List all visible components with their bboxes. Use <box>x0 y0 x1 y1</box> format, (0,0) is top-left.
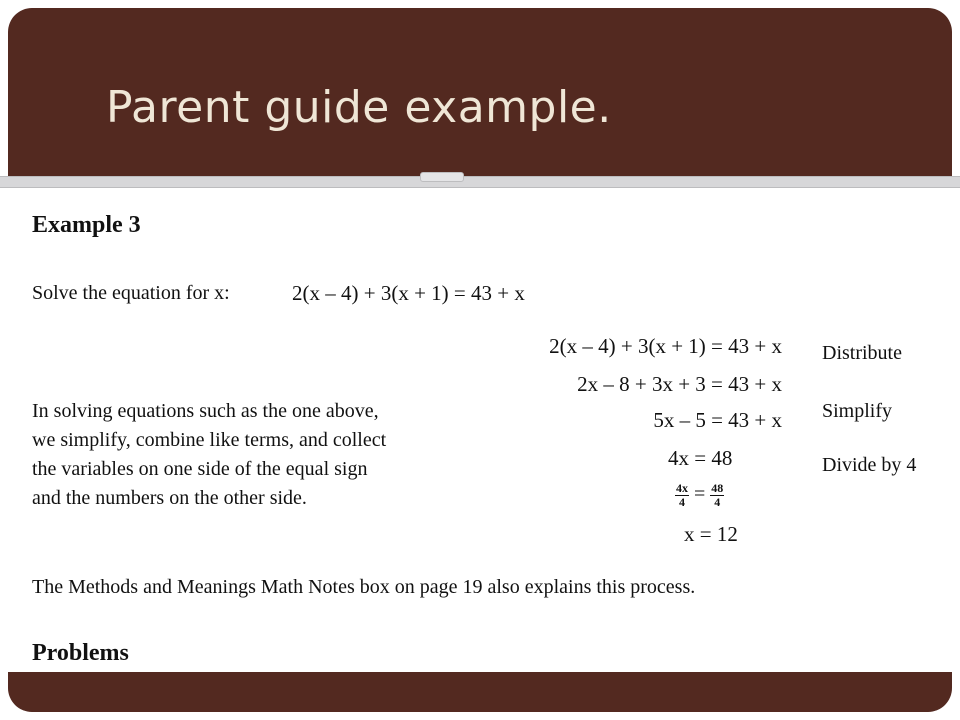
step-5: x = 12 <box>684 522 738 546</box>
fraction-left-denominator: 4 <box>679 495 685 509</box>
step-4: 4x = 48 <box>668 446 733 470</box>
slide-footer-bar <box>8 672 952 712</box>
divider-tab <box>420 172 464 182</box>
fraction-right-denominator: 4 <box>714 495 721 509</box>
step-2: 2x – 8 + 3x + 3 = 43 + x <box>577 372 782 396</box>
note-divide: Divide by 4 <box>822 454 917 476</box>
paragraph-line-1: In solving equations such as the one above, <box>32 400 379 422</box>
prompt-text: Solve the equation for x: <box>32 282 230 304</box>
fraction-equals: = <box>694 483 706 506</box>
fraction-left <box>675 482 689 509</box>
note-distribute: Distribute <box>822 342 902 364</box>
fraction-step <box>675 482 724 509</box>
fraction-right <box>710 482 724 509</box>
paragraph-line-2: we simplify, combine like terms, and collect <box>32 429 387 451</box>
fraction-right-numerator: 48 <box>711 481 724 495</box>
step-1: 2(x – 4) + 3(x + 1) = 43 + x <box>549 334 782 358</box>
document-image <box>0 186 960 672</box>
math-notes-reference: The Methods and Meanings Math Notes box on page 19 also explains this process. <box>32 576 696 598</box>
step-3: 5x – 5 = 43 + x <box>653 408 782 432</box>
paragraph-line-3: the variables on one side of the equal sign <box>32 458 368 480</box>
title-divider <box>0 176 960 188</box>
slide-title: Parent guide example. <box>106 82 612 133</box>
note-simplify: Simplify <box>822 400 893 422</box>
fraction-left-numerator: 4x <box>676 481 688 495</box>
example-heading: Example 3 <box>32 212 141 238</box>
paragraph-line-4: and the numbers on the other side. <box>32 487 307 509</box>
problems-heading: Problems <box>32 640 129 666</box>
prompt-equation: 2(x – 4) + 3(x + 1) = 43 + x <box>292 281 525 305</box>
